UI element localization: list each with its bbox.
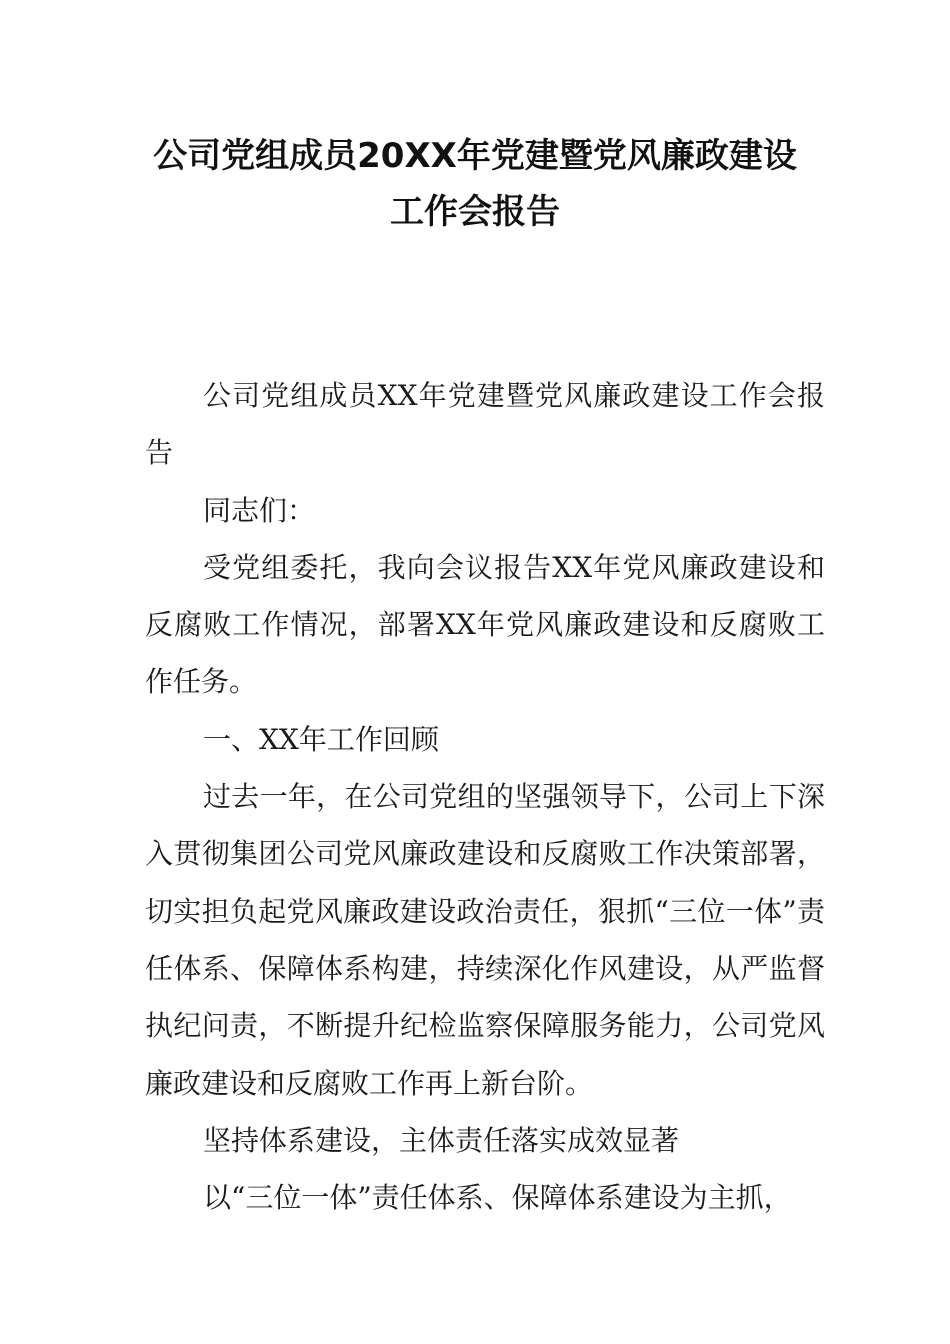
paragraph-salutation: 同志们： (203, 493, 316, 527)
title-line-1: 公司党组成员20XX年党建暨党风廉政建设 (153, 136, 797, 176)
section-heading-review: 一、XX年工作回顾 (203, 722, 439, 756)
paragraph-system-building: 以“三位一体”责任体系、保障体系建设为主抓， (203, 1181, 792, 1215)
subheading-system-building: 坚持体系建设，主体责任落实成效显著 (203, 1123, 680, 1157)
document-body (145, 367, 825, 1226)
title-line-2: 工作会报告 (390, 192, 560, 232)
paragraph-report-heading: 公司党组成员XX年党建暨党风廉政建设工作会报告 (145, 379, 825, 470)
document-title (100, 128, 850, 240)
paragraph-review: 过去一年，在公司党组的坚强领导下，公司上下深入贯彻集团公司党风廉政建设和反腐败工作决策部署，切实担负起党风廉政建设政治责任，狠抓“三位一体”责任体系、保障体系构建，持续深化作风建设，从严监督执纪问责，不断提升纪检监察保障服务能力，公司党风廉政建设和反腐败工作再上新台阶。 (145, 780, 825, 1100)
paragraph-intro: 受党组委托，我向会议报告XX年党风廉政建设和反腐败工作情况，部署XX年党风廉政建设和反腐败工作任务。 (145, 550, 825, 699)
